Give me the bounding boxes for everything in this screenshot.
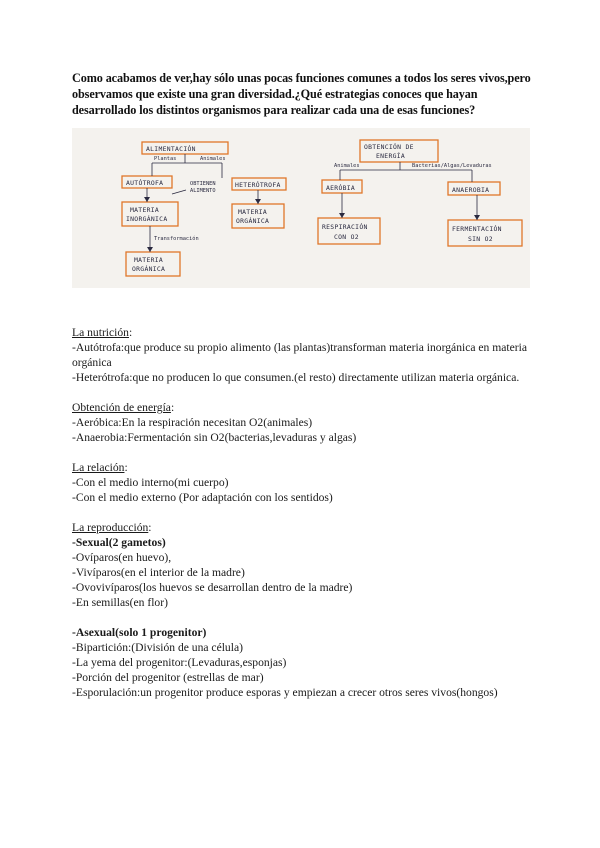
label-respiracion: RESPIRACIÓN xyxy=(322,223,368,231)
label-transformacion: Transformación xyxy=(154,236,199,242)
label-energia: ENERGÍA xyxy=(376,152,406,160)
heading-text: La relación xyxy=(72,461,125,474)
label-bacterias: Bacterias/Algas/Levaduras xyxy=(412,163,492,169)
label-materia-2: MATERIA xyxy=(134,256,164,264)
list-item: -Porción del progenitor (estrellas de mar) xyxy=(72,671,264,684)
concept-map xyxy=(72,128,530,288)
section-nutricion-heading xyxy=(72,325,542,340)
list-item: -Ovíparos(en huevo), xyxy=(72,551,172,564)
heading-suffix: : xyxy=(148,521,152,534)
list-item: -Aeróbica:En la respiración necesitan O2(animales) xyxy=(72,416,313,429)
asexual-title: -Asexual(solo 1 progenitor) xyxy=(72,626,207,639)
heading-text: La nutrición xyxy=(72,326,129,339)
label-materia-h1: MATERIA xyxy=(238,208,268,216)
label-inorganica: INORGÁNICA xyxy=(126,215,168,223)
list-item: -La yema del progenitor:(Levaduras,esponjas) xyxy=(72,656,287,669)
section-energia-heading xyxy=(72,400,542,415)
label-animales: Animales xyxy=(200,156,226,162)
label-organica-2: ORGÁNICA xyxy=(132,265,166,273)
label-aerobia: AERÓBIA xyxy=(326,184,356,192)
list-item: -Vivíparos(en el interior de la madre) xyxy=(72,566,245,579)
list-item: -Heterótrofa:que no producen lo que consumen.(el resto) directamente utilizan materia orgánica. xyxy=(72,371,520,384)
label-heterotrofa: HETERÓTROFA xyxy=(235,181,281,189)
section-reproduccion-heading xyxy=(72,520,542,535)
label-obtencion: OBTENCIÓN DE xyxy=(364,143,414,151)
label-organica-h2: ORGÁNICA xyxy=(236,217,270,225)
label-con-o2: CON O2 xyxy=(334,233,359,241)
label-alimento: ALIMENTO xyxy=(190,188,216,194)
label-autotrofa: AUTÓTROFA xyxy=(126,179,164,187)
label-sin-o2: SIN O2 xyxy=(468,235,493,243)
heading-text: La reproducción xyxy=(72,521,149,534)
list-item: -Anaerobia:Fermentación sin O2(bacterias,levaduras y algas) xyxy=(72,431,357,444)
list-item: -En semillas(en flor) xyxy=(72,596,168,609)
heading-suffix: : xyxy=(170,401,175,414)
list-item: -Con el medio interno(mi cuerpo) xyxy=(72,476,229,489)
list-item: -Con el medio externo (Por adaptación con los sentidos) xyxy=(72,491,333,504)
label-plantas: Plantas xyxy=(154,156,177,162)
question-text: Como acabamos de ver,hay sólo unas pocas funciones comunes a todos los seres vivos,pero observamos que existe una gran diversidad.¿Qué estrategias conoces que hayan desarrollado los distintos organismos para realizar cada una de esas funciones? xyxy=(72,71,531,117)
list-item: -Esporulación:un progenitor produce esporas y empiezan a crecer otros seres vivos(hongos) xyxy=(72,686,498,699)
label-animales-r: Animales xyxy=(334,163,360,169)
handwritten-diagram-image xyxy=(72,128,530,288)
list-item: -Autótrofa:que produce su propio alimento (las plantas)transforman materia inorgánica en materia orgánica xyxy=(72,341,527,369)
sexual-title: -Sexual(2 gametos) xyxy=(72,536,166,549)
heading-suffix: : xyxy=(124,461,128,474)
heading-text: Obtención de energía xyxy=(72,401,171,414)
label-anaerobia: ANAEROBIA xyxy=(452,186,490,194)
answer-content xyxy=(72,325,542,700)
label-materia-1: MATERIA xyxy=(130,206,160,214)
label-fermentacion: FERMENTACIÓN xyxy=(452,225,502,233)
heading-suffix: : xyxy=(128,326,133,339)
list-item: -Bipartición:(División de una célula) xyxy=(72,641,243,654)
label-alimentacion: ALIMENTACIÓN xyxy=(146,145,196,153)
list-item: -Ovovivíparos(los huevos se desarrollan dentro de la madre) xyxy=(72,581,353,594)
section-relacion-heading xyxy=(72,460,542,475)
label-obtienen: OBTIENEN xyxy=(190,181,216,187)
